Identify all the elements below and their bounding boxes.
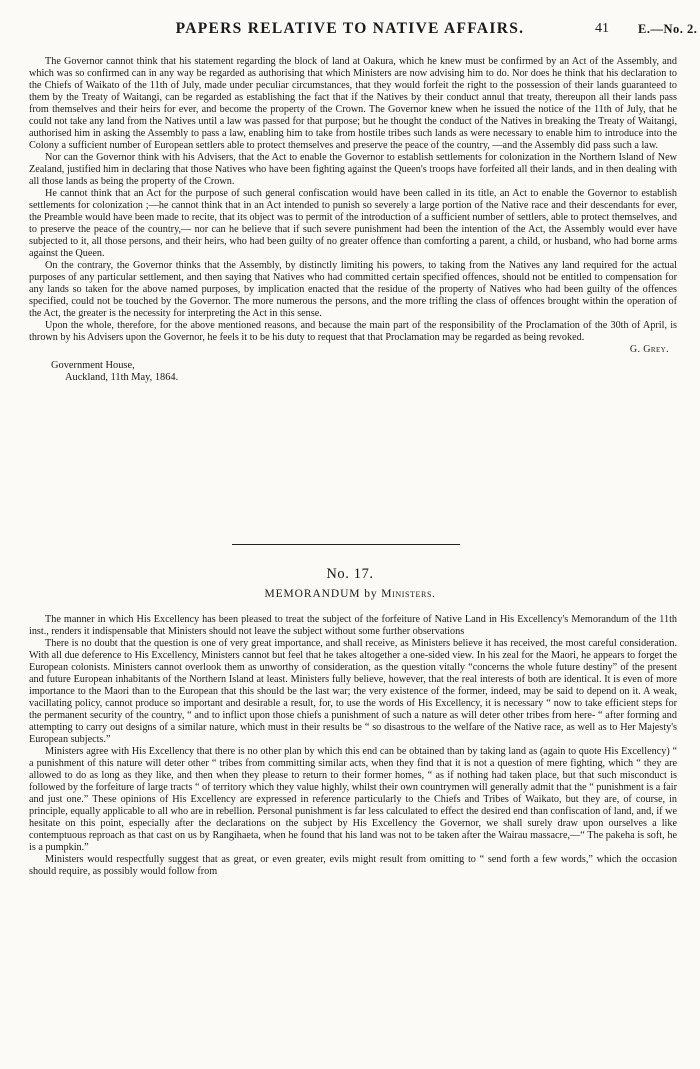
dateline-place: Government House, — [51, 360, 135, 371]
memorandum-heading — [0, 588, 700, 600]
section-divider — [232, 544, 460, 545]
memorandum-by: by — [364, 588, 378, 600]
document-number-heading: No. 17. — [326, 566, 374, 582]
paragraph: The Governor cannot think that his statement regarding the block of land at Oakura, which he knew must be confirmed by an Act of the Assembly, and which was so confirmed can in any way be regarded as authorising that which Ministers are now advising him to do. Nor does he think that his declaration to the Chiefs of Waikato of the 11th of July, made under peculiar circumstances, that they would forfeit the right to the possession of their lands guaranteed to them by the Treaty of Waitangi, can be regarded as establishing the fact that if the Natives by their conduct annul that treaty, thereupon all their lands pass from themselves and their heirs for ever, and become the property of the Crown. The Governor knew when he issued the notice of the 11th of July, that he could not take any land from the Natives until a law was passed for that purpose; but he thought the conduct of the Natives in breaking the Treaty of Waitangi, authorised him in asking the Assembly to pass a law, enabling him to take from hostile tribes such lands as were necessary to enable him to introduce into the Colony a sufficient number of European settlers able to protect themselves and preserve the peace of the country, —and the Assembly did pass such a law. — [29, 56, 677, 151]
paragraph: Ministers would respectfully suggest that as great, or even greater, evils might result from omitting to “ send forth a few words,” which the occasion should require, as possibly would follow from — [29, 854, 677, 877]
paragraph: Ministers agree with His Excellency that there is no other plan by which this end can be obtained than by taking land as (again to quote His Excellency) “ a punishment of this nature will deter other “ tribes from committing similar acts, when they find that it is not a question of mere fighting, which “ they are allowed to do as long as they like, and then when they please to return to their former homes, “ as if nothing had taken place, but that such misconduct is followed by the forfeiture of large tracts “ of territory which they value highly, whilst their own countrymen will generally admit that the “ punishment is a fair and just one.” These opinions of His Excellency are expressed in reference particularly to the Chiefs and Tribes of Waikato, but they are, of course, in principle, equally applicable to all who are in rebellion. Personal punishment is far less calculated to effect the desired end than confiscation of land, and, if we hesitate on this point, especially after the declarations on the subject by His Excellency the Governor, we shall surely draw upon ourselves a like contemptuous reproach as that cast on us by Rangihaeta, when he found that his land was not to be taken after the Wairau massacre,—“ The pakeha is soft, he is a pumpkin.” — [29, 746, 677, 853]
paragraph: On the contrary, the Governor thinks that the Assembly, by distinctly limiting his powers, to taking from the Natives any land required for the actual purposes of any particular settlement, and then saying that Natives who had committed certain specified offences, should not be entitled to compensation for any lands so taken for the above named purposes, by implication enacted that the residue of the property of Natives who had been guilty of the offences specified, could not be touched by the Governor. The more numerous the persons, and the more trifling the class of offences brought within the operation of the Act, the greater is the necessity for interpreting the Act in this sense. — [29, 260, 677, 319]
ministers-memorandum — [29, 614, 677, 878]
memorandum-word: MEMORANDUM — [264, 588, 361, 600]
governor-memorandum — [29, 56, 677, 385]
paragraph: He cannot think that an Act for the purpose of such general confiscation would have been called in its title, an Act to enable the Governor to establish settlements for colonization ;—he cannot think that in an Act intended to punish so severely a large portion of the Native race and their descendants for ever, the Preamble would have been made to recite, that its object was to permit of the introduction of a sufficient number of settlers, able to protect themselves, and to preserve the peace of the country,— nor can he believe that if such severe punishment had been the intention of the Act, the Assembly would ever have subjected to it, all those persons, and their heirs, who had been guilty of no greater offence than comforting a parent, a child, or husband, who had borne arms against the Queen. — [29, 188, 677, 259]
document-reference: E.—No. 2. — [638, 22, 698, 36]
dateline-date: Auckland, 11th May, 1864. — [65, 372, 179, 384]
paragraph: The manner in which His Excellency has been pleased to treat the subject of the forfeiture of Native Land in His Excellency's Memorandum of the 11th inst., renders it indispensable that Ministers should not leave the subject without some further observations — [29, 614, 677, 637]
page-number: 41 — [595, 21, 609, 36]
paragraph: Nor can the Governor think with his Advisers, that the Act to enable the Governor to establish settlements for colonization in the Northern Island of New Zealand, justified him in declaring that those Natives who have been fighting against the Queen's troops have forfeited all their lands, and in then dealing with all those lands as being the property of the Crown. — [29, 152, 677, 187]
running-title: PAPERS RELATIVE TO NATIVE AFFAIRS. — [175, 20, 525, 37]
page-header — [0, 20, 700, 44]
paragraph: There is no doubt that the question is one of very great importance, and shall receive, as Ministers believe it has received, the most careful consideration. With all due deference to His Excellency, Ministers cannot but feel that he takes altogether a one-sided view. In his zeal for the Maori, he appears to forget the European colonists. Ministers cannot overlook them as unworthy of consideration, as the question vitally “concerns the whole future destiny” of the present and future European inhabitants of the Northern Island at least. Ministers fully believe, however, that the real interests of both are identical. It is even of more importance to the Maori than to the European that this should be the last war; the very existence of the former, indeed, may be said to depend on it. A weak, vacillating policy, cannot produce so important and desirable a result, for, to use the words of His Excellency, it is necessary “ now to take efficient steps for the permanent security of the country, “ and to inflict upon those chiefs a punishment of such a nature as will deter other tribes from here- “ after forming and attempting to carry out designs of a similar nature, which must in their results be “ so disastrous to the welfare of the Native race, as well as to Her Majesty's European subjects.” — [29, 638, 677, 745]
dateline — [29, 360, 677, 385]
paragraph: Upon the whole, therefore, for the above mentioned reasons, and because the main part of the responsibility of the Proclamation of the 30th of April, is thrown by his Advisers upon the Governor, he feels it to be his duty to request that that Proclamation may be regarded as being revoked. — [29, 320, 677, 343]
memorandum-author: Ministers. — [381, 588, 436, 600]
signature: G. Grey. — [629, 344, 669, 355]
